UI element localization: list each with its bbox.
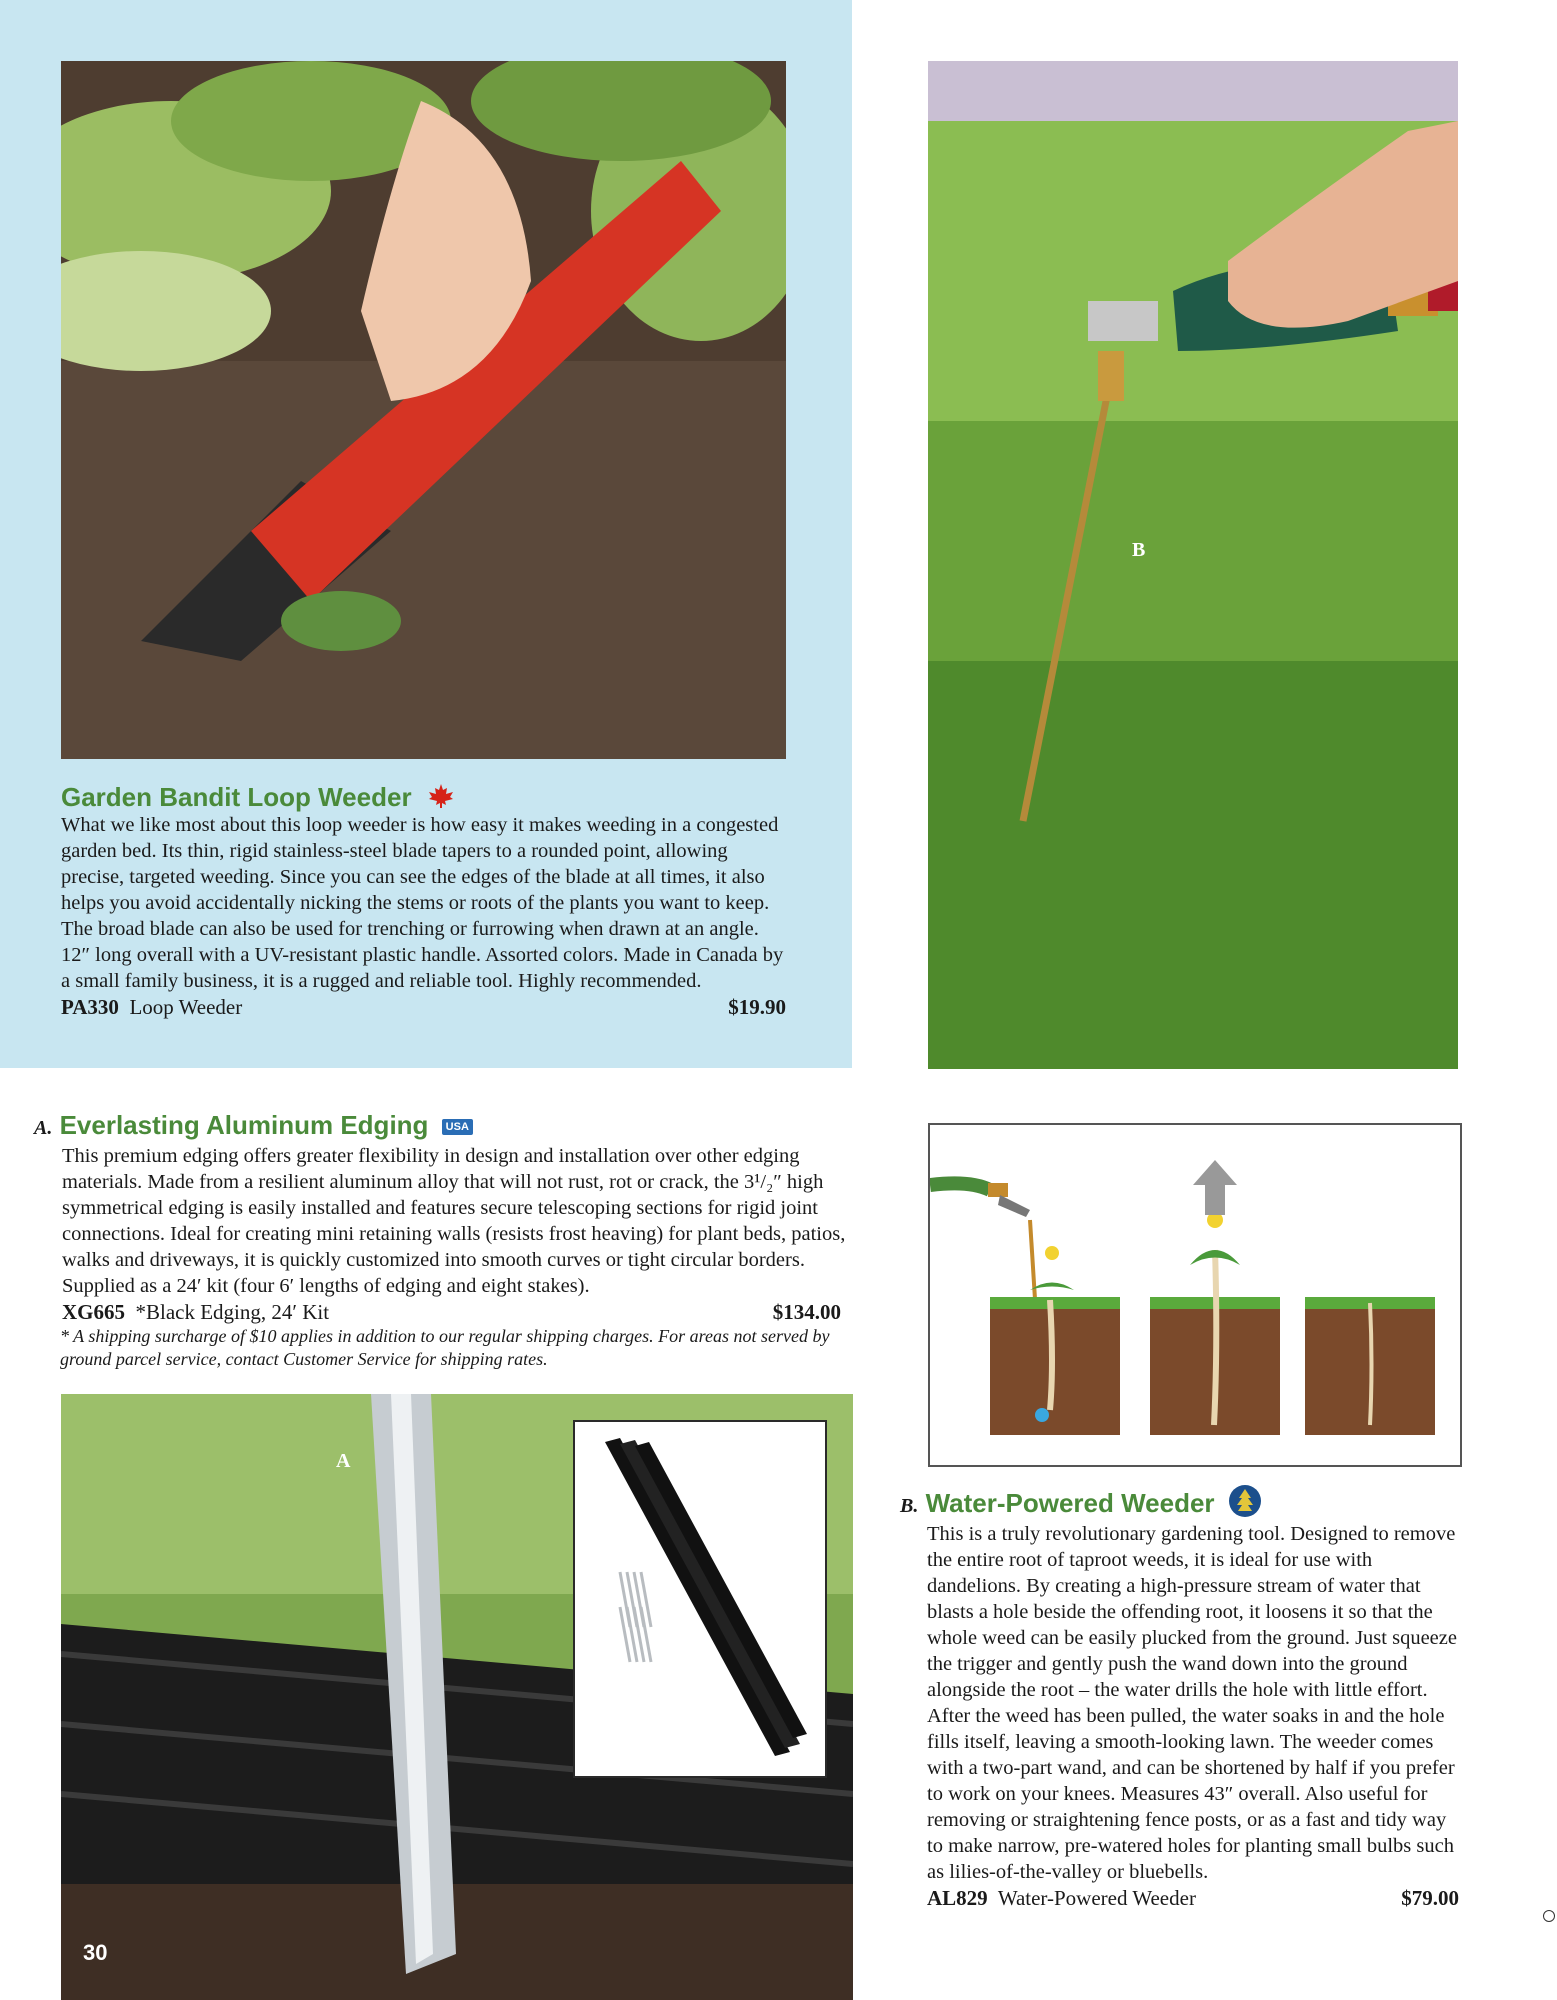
edging-name: *Black Edging, 24′ Kit [135,1300,330,1324]
tree-badge-icon [1228,1484,1262,1518]
edging-title-text: Everlasting Aluminum Edging [59,1110,429,1140]
water-weeder-name: Water-Powered Weeder [997,1886,1196,1910]
page-edge-circle-icon [1543,1910,1555,1922]
water-weeder-order-line [927,1885,1459,1911]
water-weeder-sku: AL829 [927,1886,988,1910]
page-number: 30 [83,1940,108,1965]
edging-price: $134.00 [772,1300,841,1324]
edging-shipping-note: * A shipping surcharge of $10 applies in addition to our regular shipping charges. For areas not served by ground parcel service, contact Customer Service for shipping rates. [60,1326,830,1369]
edging-photo [61,1394,853,2000]
loop-weeder-description: What we like most about this loop weeder is how easy it makes weeding in a congested garden bed. Its thin, rigid stainless-steel blade tapers to a rounded point, allowing precise, targeted weeding. Since you can see the edges of the blade at all times, it also helps you avoid accidentally nicking the stems or roots of the plants you want to keep. The broad blade can also be used for trenching or furrowing when drawn at an angle. 12″ long overall with a UV-resistant plastic handle. Assorted colors. Made in Canada by a small family business, it is a rugged and reliable tool. Highly recommended. [61,814,784,992]
edging-letter: A. [34,1117,53,1139]
maple-leaf-icon [427,783,455,809]
loop-weeder-title [61,782,786,812]
water-weeder-description: This is a truly revolutionary gardening tool. Designed to remove the entire root of taproot weeds, it is ideal for use with dandelions. By creating a high-pressure stream of water that blasts a hole beside the offending root, it loosens it so that the whole weed can be easily plucked from the ground. Just squeeze the trigger and gently push the wand down into the ground alongside the root – the water drills the hole with little effort. After the weed has been pulled, the water soaks in and the hole fills itself, leaving a smooth-looking lawn. The weeder comes with a two-part wand, and can be shortened by half if you prefer to work on your knees. Measures 43″ overall. Also useful for removing or straightening fence posts, or as a fast and tidy way to make narrow, pre-watered holes for planting small bulbs such as lilies-of-the-valley or bluebells. [927,1523,1457,1883]
loop-weeder-order-line [61,994,786,1020]
edging-kit-inset [573,1420,827,1778]
photo-label-b: B [1132,539,1146,561]
water-weeder-letter: B. [900,1495,919,1517]
loop-weeder-title-text: Garden Bandit Loop Weeder [61,782,412,812]
loop-weeder-price: $19.90 [728,995,786,1019]
water-weeder-photo [928,61,1458,1069]
loop-weeder-name: Loop Weeder [129,995,243,1019]
photo-label-a: A [336,1450,351,1472]
water-weeder-title [900,1484,1460,1521]
loop-weeder-sku: PA330 [61,995,119,1019]
weeder-diagram [928,1123,1462,1467]
edging-description: This premium edging offers greater flexibility in design and installation over other edging materials. Made from a resilient aluminum alloy that will not rust, rot or crack, the 3¹/₂″ high symmetrical edging is easily installed and features secure telescoping sections for rigid joint connections. Ideal for creating mini retaining walls (resists frost heaving) for plant beds, patios, walks and driveways, it is quickly customized into smooth curves or tight circular borders. Supplied as a 24′ kit (four 6′ lengths of edging and eight stakes). [62,1145,846,1297]
usa-badge-icon: USA [442,1119,473,1135]
edging-sku: XG665 [62,1300,125,1324]
edging-title [34,1110,854,1143]
loop-weeder-photo [61,61,786,759]
water-weeder-price: $79.00 [1401,1886,1459,1910]
water-weeder-title-text: Water-Powered Weeder [925,1488,1215,1518]
edging-order-line [62,1299,854,1325]
